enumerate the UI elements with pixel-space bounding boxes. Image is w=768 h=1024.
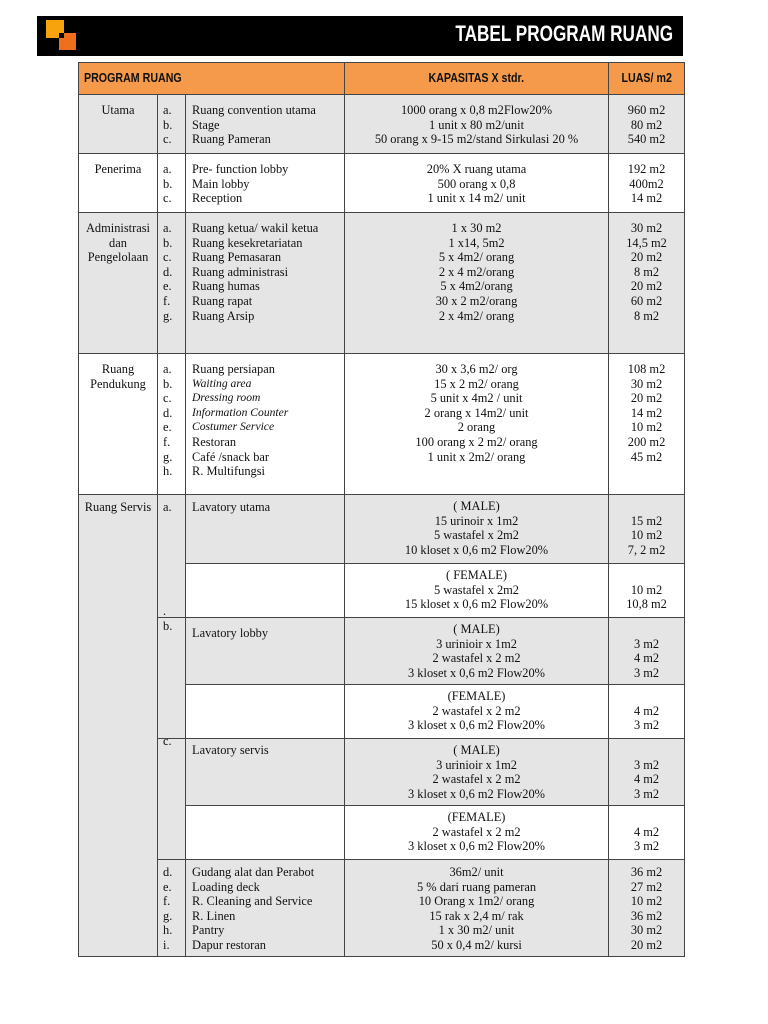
item-kapasitas (345, 739, 609, 806)
table-row (79, 154, 685, 213)
item-letters (158, 860, 186, 957)
cell-line: 960 m2 (627, 103, 666, 117)
cell-line: (FEMALE) (447, 810, 506, 824)
item-luas (609, 860, 685, 957)
cell-line: 7, 2 m2 (627, 542, 666, 557)
cell-line: Dressing room (192, 391, 261, 405)
cell-line: 10 m2 (630, 582, 663, 597)
cell-line: 108 m2 (627, 362, 666, 376)
cell-line: Main lobby (192, 176, 250, 191)
cell-line: 192 m2 (627, 162, 666, 176)
cell-line: 1 unit x 2m2/ orang (427, 449, 526, 464)
item-names (186, 860, 345, 957)
cell-line: 1 x 30 m2 (451, 221, 502, 235)
cell-line: 5 unit x 4m2 / unit (430, 391, 523, 406)
cell-line: 2 x 4 m2/orang (438, 264, 515, 279)
cell-line: 3 m2 (633, 718, 660, 733)
cell-line: Ruang ketua/ wakil ketua (192, 221, 319, 235)
cell-line: 500 orang x 0,8 (437, 176, 516, 191)
cell-line: 3 urinioir x 1m2 (436, 636, 517, 651)
header-kapasitas: KAPASITAS X stdr. (345, 63, 609, 95)
cell-line: 60 m2 (630, 293, 663, 308)
cell-line: 2 wastafel x 2 m2 (432, 824, 521, 839)
item-kapasitas (345, 95, 609, 154)
item-kapasitas (345, 685, 609, 739)
item-name: Lavatory lobby (186, 618, 345, 685)
cell-line: 3 kloset x 0,6 m2 Flow20% (408, 839, 546, 854)
cell-line: 8 m2 (633, 264, 660, 279)
cell-line: h. (163, 923, 173, 938)
program-ruang-table (78, 62, 685, 957)
cell-line: b. (163, 176, 173, 191)
cell-line: Administrasi (85, 221, 151, 235)
cell-line: 2 wastafel x 2 m2 (432, 772, 521, 787)
item-names (186, 95, 345, 154)
cell-line: 3 m2 (633, 757, 660, 772)
cell-line: f. (163, 293, 171, 308)
cell-line: 3 kloset x 0,6 m2 Flow20% (408, 718, 546, 733)
cell-line: 1 unit x 80 m2/unit (429, 117, 525, 132)
cell-line: Pre- function lobby (192, 162, 289, 176)
cell-line: 20 m2 (630, 250, 663, 265)
cell-line: 80 m2 (630, 117, 663, 132)
item-luas (609, 354, 685, 495)
group-label: Ruang Servis (79, 495, 158, 957)
cell-line: 50 orang x 9-15 m2/stand Sirkulasi 20 % (374, 132, 579, 147)
cell-line: 30 m2 (630, 221, 663, 235)
cell-line: h. (163, 464, 173, 479)
item-kapasitas (345, 806, 609, 860)
cell-line: Ruang persiapan (192, 362, 275, 376)
page-title: TABEL PROGRAM RUANG (455, 21, 673, 46)
cell-line: 5 x 4m2/ orang (438, 250, 515, 265)
item-letters (158, 213, 186, 354)
cell-line: 8 m2 (633, 308, 660, 323)
cell-line: 4 m2 (633, 703, 660, 718)
cell-line: d. (163, 405, 173, 420)
cell-line: 10 m2 (630, 894, 663, 909)
cell-line: a. (163, 162, 172, 176)
item-name-empty (186, 564, 345, 618)
cell-line: b. (163, 117, 173, 132)
cell-line: 10,8 m2 (626, 597, 667, 612)
item-name: Lavatory servis (186, 739, 345, 806)
group-label (79, 354, 158, 495)
item-luas (609, 618, 685, 685)
cell-line: Ruang Arsip (192, 308, 255, 323)
item-name-empty (186, 806, 345, 860)
item-luas (609, 739, 685, 806)
cell-line: 14,5 m2 (626, 235, 667, 250)
cell-line: g. (163, 449, 173, 464)
cell-line: 5 wastafel x 2m2 (434, 528, 520, 543)
item-kapasitas (345, 213, 609, 354)
cell-line: e. (163, 420, 172, 435)
cell-line: f. (163, 434, 171, 449)
cell-line: 2 orang (457, 420, 496, 435)
cell-line: Ruang kesekretariatan (192, 235, 303, 250)
item-luas (609, 213, 685, 354)
cell-line: 3 m2 (633, 786, 660, 801)
cell-line: Ruang (101, 362, 135, 376)
cell-line: 1 unit x 14 m2/ unit (427, 191, 526, 206)
cell-line: R. Linen (192, 908, 236, 923)
item-letter: a. (158, 495, 186, 618)
cell-line: Restoran (192, 434, 237, 449)
logo-icon (46, 20, 78, 52)
cell-line: 20 m2 (630, 391, 663, 406)
cell-line: c. (163, 132, 172, 147)
cell-line: Reception (192, 191, 243, 206)
cell-line: f. (163, 894, 171, 909)
cell-line: Ruang Pemasaran (192, 250, 282, 265)
cell-line: 4 m2 (633, 651, 660, 666)
cell-line: 14 m2 (630, 191, 663, 206)
cell-line: i. (163, 937, 170, 952)
item-kapasitas (345, 354, 609, 495)
header-program-ruang: PROGRAM RUANG (79, 63, 345, 95)
cell-line: 10 m2 (630, 528, 663, 543)
cell-line: ( MALE) (453, 622, 500, 636)
cell-line: a. (163, 103, 172, 117)
cell-line: 2 orang x 14m2/ unit (424, 405, 529, 420)
cell-line: 2 wastafel x 2 m2 (432, 703, 521, 718)
item-kapasitas (345, 860, 609, 957)
cell-line: ( FEMALE) (446, 568, 507, 582)
cell-line: 10 kloset x 0,6 m2 Flow20% (404, 542, 549, 557)
cell-line: 540 m2 (627, 132, 666, 147)
cell-line: 36 m2 (630, 908, 663, 923)
cell-line: 4 m2 (633, 772, 660, 787)
item-letters (158, 95, 186, 154)
cell-line: 30 m2 (630, 376, 663, 391)
cell-line: 10 Orang x 1m2/ orang (418, 894, 535, 909)
cell-line: Ruang convention utama (192, 103, 316, 117)
cell-line: Loading deck (192, 879, 260, 894)
cell-line: 3 kloset x 0,6 m2 Flow20% (408, 786, 546, 801)
table-row (79, 354, 685, 495)
table-row (79, 213, 685, 354)
cell-line: Dapur restoran (192, 937, 266, 952)
cell-line: 14 m2 (630, 405, 663, 420)
cell-line: Pendukung (90, 376, 146, 391)
item-names (186, 213, 345, 354)
cell-line: 5 x 4m2/orang (440, 279, 513, 294)
cell-line: Waiting area (192, 376, 252, 390)
cell-line: 2 wastafel x 2 m2 (432, 651, 521, 666)
cell-line: ( MALE) (453, 499, 500, 513)
cell-line: Ruang humas (192, 279, 260, 294)
cell-line: 2 x 4m2/ orang (438, 308, 515, 323)
cell-line: 1000 orang x 0,8 m2Flow20% (400, 103, 553, 117)
cell-line: Café /snack bar (192, 449, 270, 464)
cell-line: g. (163, 908, 173, 923)
table-row (79, 618, 685, 685)
cell-line: 1 x14, 5m2 (448, 235, 505, 250)
item-kapasitas (345, 618, 609, 685)
item-name: Lavatory utama (186, 495, 345, 564)
table-row (79, 495, 685, 564)
cell-line: a. (163, 362, 172, 376)
cell-line: R. Cleaning and Service (192, 894, 313, 909)
cell-line: c. (163, 250, 172, 265)
cell-line: 3 m2 (633, 636, 660, 651)
table-header-row (79, 63, 685, 95)
cell-line: d. (163, 264, 173, 279)
cell-line: 5 wastafel x 2m2 (434, 582, 520, 597)
cell-line: 30 x 3,6 m2/ org (435, 362, 518, 376)
group-label (79, 213, 158, 354)
cell-line: 27 m2 (630, 879, 663, 894)
cell-line: 3 m2 (633, 839, 660, 854)
cell-line: 20% X ruang utama (426, 162, 527, 176)
item-kapasitas (345, 495, 609, 564)
cell-line: 100 orang x 2 m2/ orang (415, 434, 538, 449)
item-luas (609, 495, 685, 564)
cell-line: 30 m2 (630, 923, 663, 938)
item-luas (609, 154, 685, 213)
cell-line: 20 m2 (630, 937, 663, 952)
item-kapasitas (345, 564, 609, 618)
cell-line: Information Counter (192, 405, 289, 419)
item-luas (609, 564, 685, 618)
item-luas (609, 685, 685, 739)
table-row (79, 860, 685, 957)
cell-line: c. (163, 391, 172, 406)
cell-line: 15 kloset x 0,6 m2 Flow20% (404, 597, 549, 612)
cell-line: e. (163, 279, 172, 294)
cell-line: 3 m2 (633, 665, 660, 680)
cell-line: R. Multifungsi (192, 464, 265, 479)
cell-line: 30 x 2 m2/orang (435, 293, 518, 308)
cell-line: 400m2 (629, 176, 664, 191)
header-luas: LUAS/ m2 (609, 63, 685, 95)
cell-line: c. (163, 191, 172, 206)
cell-line: Pengelolaan (87, 250, 149, 265)
cell-line: a. (163, 221, 172, 235)
cell-line: 3 kloset x 0,6 m2 Flow20% (408, 665, 546, 680)
cell-line: 200 m2 (627, 434, 666, 449)
cell-line: Pantry (192, 923, 225, 938)
item-letters (158, 354, 186, 495)
cell-line: Costumer Service (192, 420, 275, 434)
cell-line: 1 x 30 m2/ unit (438, 923, 515, 938)
table-row (79, 95, 685, 154)
cell-line: b. (163, 235, 173, 250)
item-names (186, 154, 345, 213)
title-bar (37, 16, 683, 56)
cell-line: 36m2/ unit (449, 865, 504, 879)
cell-line: e. (163, 879, 172, 894)
cell-line: 15 urinoir x 1m2 (434, 513, 519, 528)
item-luas (609, 95, 685, 154)
group-label: Penerima (79, 154, 158, 213)
cell-line: Gudang alat dan Perabot (192, 865, 315, 879)
cell-line: 5 % dari ruang pameran (416, 879, 537, 894)
cell-line: 50 x 0,4 m2/ kursi (431, 937, 522, 952)
cell-line: 45 m2 (630, 449, 663, 464)
group-label: Utama (79, 95, 158, 154)
cell-line: Ruang administrasi (192, 264, 289, 279)
cell-line: 36 m2 (630, 865, 663, 879)
item-names (186, 354, 345, 495)
table-row (79, 739, 685, 806)
cell-line: (FEMALE) (447, 689, 506, 703)
cell-line: ( MALE) (453, 743, 500, 757)
cell-line: d. (163, 865, 173, 879)
item-luas (609, 806, 685, 860)
cell-line: b. (163, 376, 173, 391)
cell-line: 15 x 2 m2/ orang (434, 376, 519, 391)
item-kapasitas (345, 154, 609, 213)
cell-line: dan (109, 235, 127, 250)
cell-line: 4 m2 (633, 824, 660, 839)
cell-line: g. (163, 308, 173, 323)
cell-line: Ruang Pameran (192, 132, 271, 147)
cell-line: Stage (192, 117, 220, 132)
cell-line: 10 m2 (630, 420, 663, 435)
item-letters (158, 154, 186, 213)
item-name-empty (186, 685, 345, 739)
cell-line: 15 rak x 2,4 m/ rak (429, 908, 524, 923)
cell-line: 20 m2 (630, 279, 663, 294)
cell-line: Ruang rapat (192, 293, 253, 308)
cell-line: 3 urinioir x 1m2 (436, 757, 517, 772)
item-letter: . b. (158, 618, 186, 739)
item-letter: c. (158, 739, 186, 860)
cell-line: 15 m2 (630, 513, 663, 528)
